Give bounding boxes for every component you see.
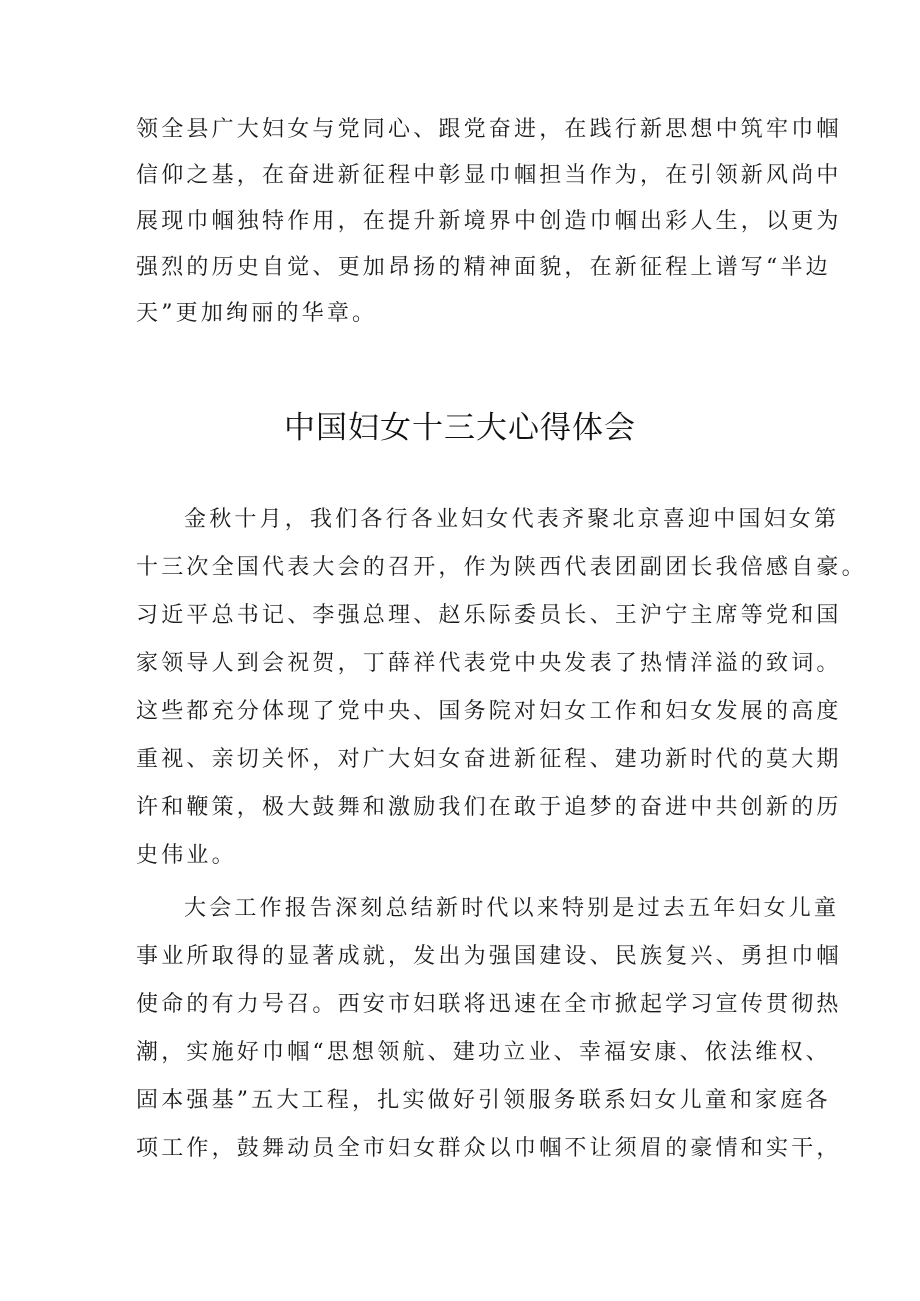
paragraph-2-line-2: 事业所取得的显著成就，发出为强国建设、民族复兴、勇担巾帼 [136, 944, 842, 969]
intro-line-1: 领全县广大妇女与党同心、跟党奋进，在践行新思想中筑牢巾帼 [136, 117, 842, 142]
intro-line-3: 展现巾帼独特作用，在提升新境界中创造巾帼出彩人生，以更为 [136, 209, 842, 234]
paragraph-1-line-2: 十三次全国代表大会的召开，作为陕西代表团副团长我倍感自豪。 [136, 555, 867, 580]
paragraph-1-line-4: 家领导人到会祝贺，丁薛祥代表党中央发表了热情洋溢的致词。 [136, 651, 842, 676]
intro-line-4: 强烈的历史自觉、更加昂扬的精神面貌，在新征程上谱写“半边 [136, 255, 831, 280]
paragraph-2-line-3: 使命的有力号召。西安市妇联将迅速在全市掀起学习宣传贯彻热 [136, 992, 842, 1017]
article-title: 中国妇女十三大心得体会 [284, 410, 636, 446]
paragraph-2-line-6: 项工作，鼓舞动员全市妇女群众以巾帼不让须眉的豪情和实干， [136, 1136, 842, 1161]
paragraph-2-line-5: 固本强基”五大工程，扎实做好引领服务联系妇女儿童和家庭各 [136, 1088, 831, 1113]
paragraph-1-line-7: 许和鞭策，极大鼓舞和激励我们在敢于追梦的奋进中共创新的历 [136, 795, 842, 820]
intro-line-2: 信仰之基，在奋进新征程中彰显巾帼担当作为，在引领新风尚中 [136, 163, 842, 188]
paragraph-2-line-1: 大会工作报告深刻总结新时代以来特别是过去五年妇女儿童 [184, 896, 840, 921]
intro-line-5: 天”更加绚丽的华章。 [136, 301, 378, 326]
paragraph-1-line-3: 习近平总书记、李强总理、赵乐际委员长、王沪宁主席等党和国 [136, 603, 842, 628]
paragraph-1-line-8: 史伟业。 [136, 843, 237, 868]
paragraph-1-line-1: 金秋十月，我们各行各业妇女代表齐聚北京喜迎中国妇女第 [184, 507, 840, 532]
paragraph-2-line-4: 潮，实施好巾帼“思想领航、建功立业、幸福安康、依法维权、 [136, 1040, 831, 1065]
paragraph-1-line-5: 这些都充分体现了党中央、国务院对妇女工作和妇女发展的高度 [136, 699, 842, 724]
paragraph-1-line-6: 重视、亲切关怀，对广大妇女奋进新征程、建功新时代的莫大期 [136, 747, 842, 772]
